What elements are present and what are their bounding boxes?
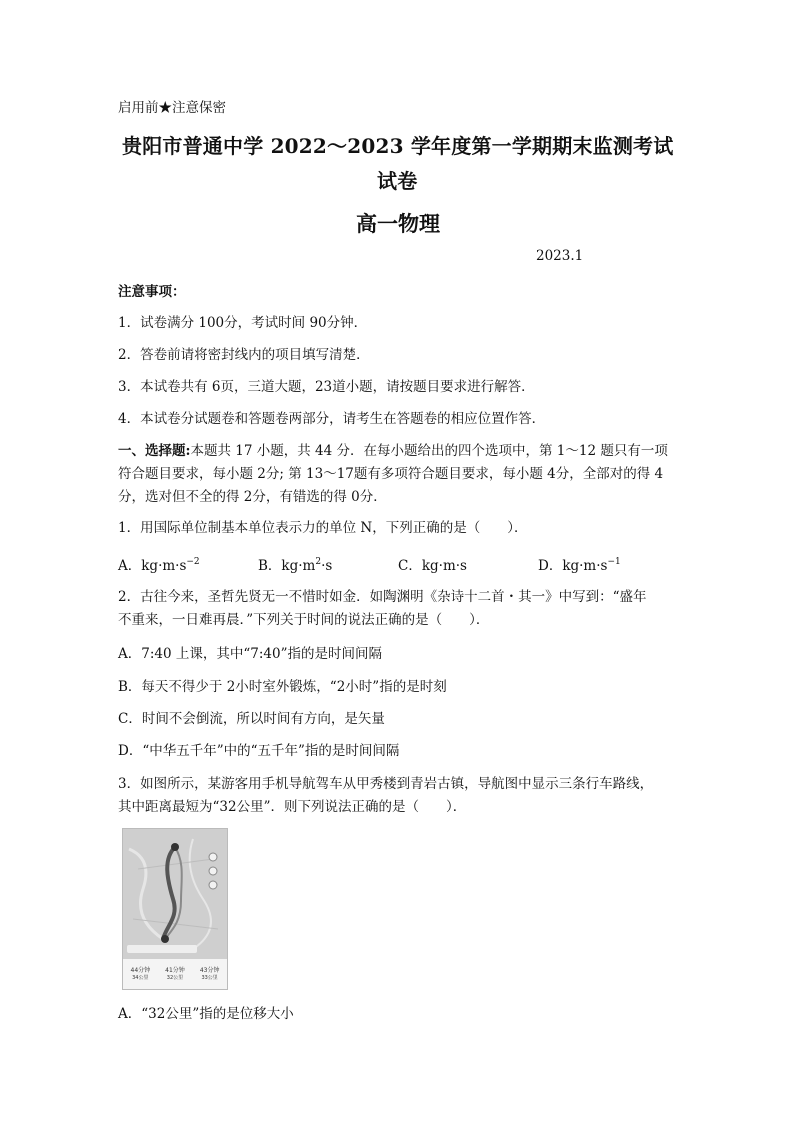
confidential-label: 启用前★注意保密: [118, 100, 226, 116]
start-marker-icon: [171, 843, 179, 851]
q3-stem-line1: 3．如图所示，某游客用手机导航驾车从甲秀楼到青岩古镇，导航图中显示三条行车路线，: [118, 776, 654, 792]
q1-stem: 1．用国际单位制基本单位表示力的单位 N，下列正确的是（ ）．: [118, 520, 528, 536]
q1-option-c: [398, 554, 467, 574]
route-2-distance: 32公里: [166, 975, 184, 981]
route-3-distance: 33公里: [201, 975, 218, 981]
route-option-2[interactable]: [165, 965, 185, 981]
route-3-time: 43分钟: [199, 967, 220, 974]
q1-option-d-base: D．kg·m·s: [538, 558, 608, 574]
navigation-map-figure: [122, 828, 228, 990]
q1-option-a-sup: −2: [186, 557, 200, 567]
q1-option-a: [118, 554, 200, 574]
q1-option-b-base: B．kg·m: [258, 558, 316, 574]
q1-option-b-tail: ·s: [321, 558, 333, 574]
note-item-2: 2．答卷前请将密封线内的项目填写清楚．: [118, 347, 370, 363]
exam-title-line2: 试卷: [377, 169, 418, 193]
q2-stem-line1: 2．古往今来，圣哲先贤无一不惜时如金．如陶渊明《杂诗十二首・其一》中写到：“盛年: [118, 589, 647, 605]
route-2-time: 41分钟: [165, 967, 185, 974]
section1-intro-line1: [118, 442, 668, 460]
note-item-3: 3．本试卷共有 6页，三道大题，23道小题，请按题目要求进行解答．: [118, 379, 535, 395]
note-item-4: 4．本试卷分试题卷和答题卷两部分，请考生在答题卷的相应位置作答．: [118, 411, 546, 427]
q3-option-a: A．“32公里”指的是位移大小: [118, 1006, 294, 1022]
q1-option-c-base: C．kg·m·s: [398, 558, 467, 574]
section1-text-1: 本题共 17 小题，共 44 分．在每小题给出的四个选项中，第 1～12 题只有一项: [190, 443, 668, 459]
route-option-1[interactable]: [131, 965, 151, 981]
q3-stem-line2: 其中距离最短为“32公里”．则下列说法正确的是（ ）．: [118, 799, 467, 815]
q2-option-c: C．时间不会倒流，所以时间有方向，是矢量: [118, 711, 385, 727]
route-summary-row: [123, 965, 227, 981]
route-option-3[interactable]: [200, 965, 220, 981]
q1-option-d-sup: −1: [607, 557, 621, 567]
q1-option-d: [538, 554, 621, 574]
q2-option-b: B．每天不得少于 2小时室外锻炼，“2小时”指的是时刻: [118, 679, 447, 695]
note-item-1: 1．试卷满分 100分，考试时间 90分钟．: [118, 315, 368, 331]
route-1-distance: 34公里: [132, 975, 149, 981]
q1-option-a-base: A．kg·m·s: [118, 558, 187, 574]
q1-option-b-sup: 2: [315, 557, 322, 567]
section1-label: 一、选择题:: [118, 443, 191, 459]
q2-stem-line2: 不重来，一日难再晨．”下列关于时间的说法正确的是（ ）．: [118, 612, 490, 628]
section1-intro-line3: 分，选对但不全的得 2分，有错选的得 0分．: [118, 489, 387, 505]
section1-intro-line2: 符合题目要求，每小题 2分; 第 13～17题有多项符合题目要求，每小题 4分，全部对的得 4: [118, 466, 664, 482]
exam-title-line1: 贵阳市普通中学 2022～2023 学年度第一学期期末监测考试: [122, 134, 674, 158]
q2-option-a: A．7:40 上课，其中“7:40”指的是时间间隔: [118, 646, 382, 662]
subject-title: 高一物理: [356, 211, 440, 236]
q2-option-d: D．“中华五千年”中的“五千年”指的是时间间隔: [118, 743, 400, 759]
route-1-time: 44分钟: [130, 967, 151, 974]
notes-heading: 注意事项：: [118, 284, 186, 300]
end-marker-icon: [161, 935, 169, 943]
exam-date: 2023.1: [536, 248, 584, 264]
q1-option-b: [258, 554, 332, 574]
